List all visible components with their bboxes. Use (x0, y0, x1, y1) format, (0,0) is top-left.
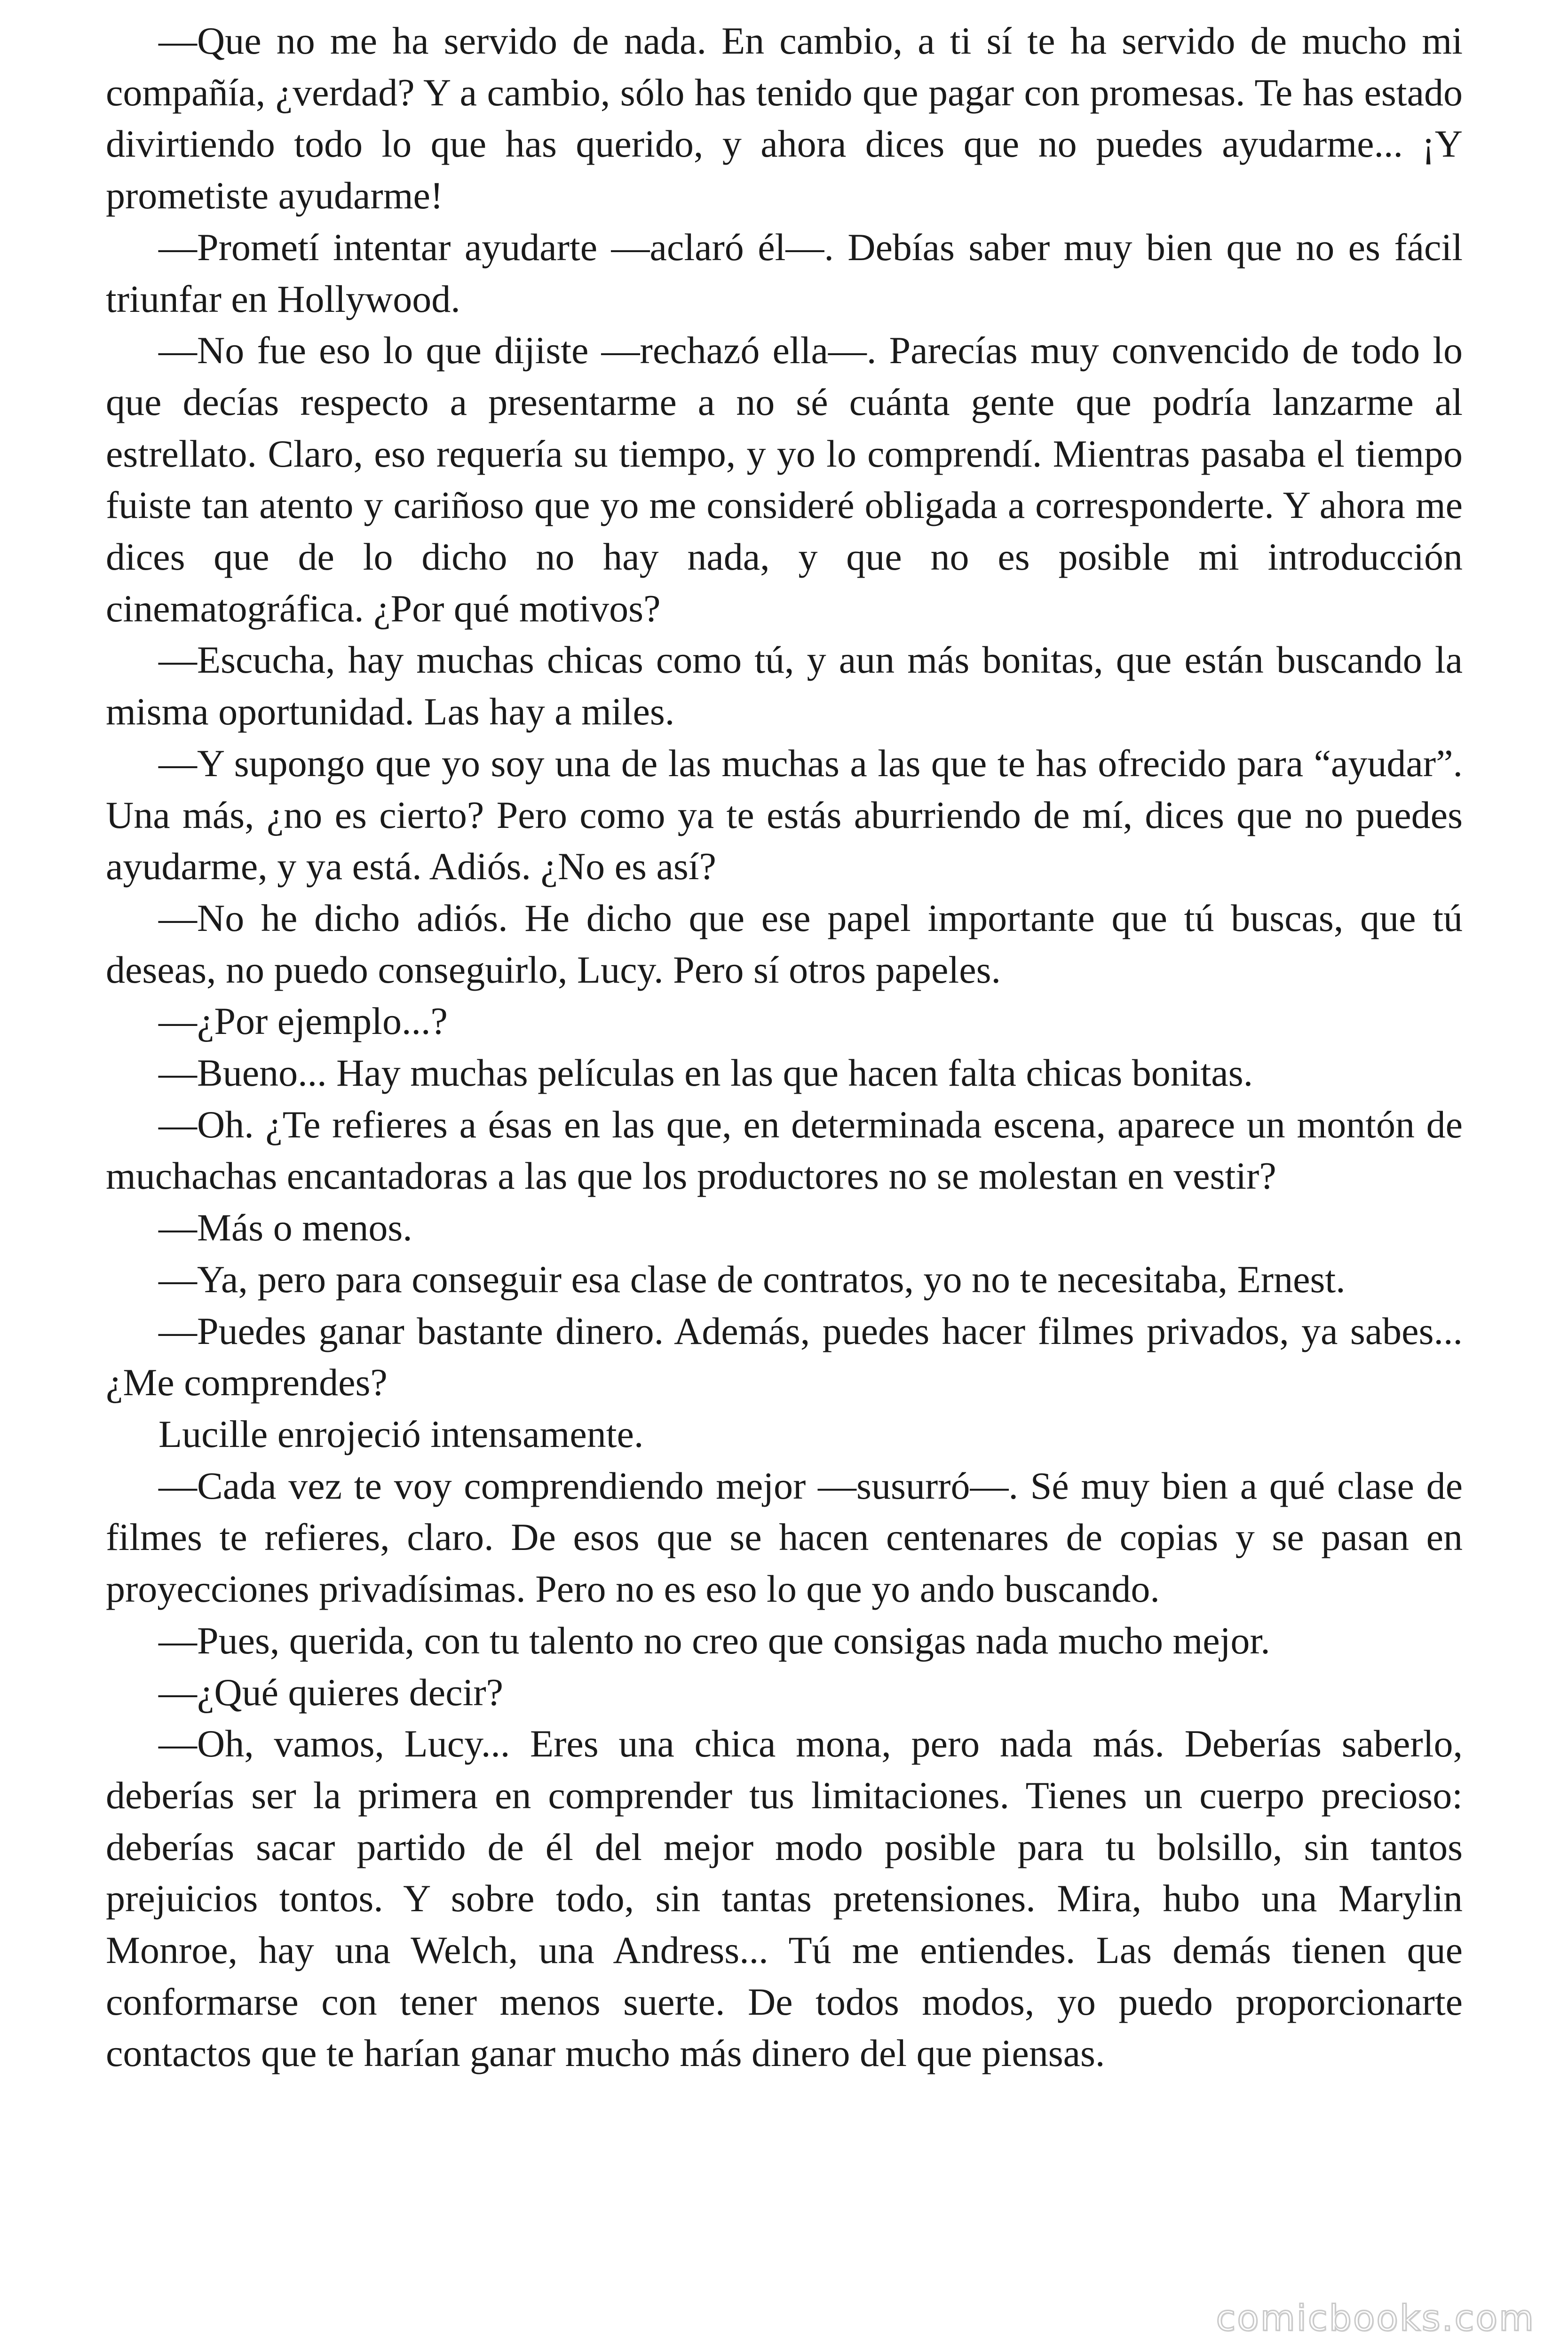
paragraph: —Más o menos. (158, 1206, 412, 1249)
book-page-text (106, 15, 1463, 2079)
paragraph: —Que no me ha servido de nada. En cambio, a ti sí te ha servido de mucho mi compañía, ¿verdad? Y a cambio, sólo has tenido que pagar con promesas. Te has estado divirtiendo todo lo que has querido, y ahora dices que no puedes ayudarme... ¡Y prometiste ayudarme! (106, 19, 1463, 217)
paragraph: —Prometí intentar ayudarte —aclaró él—. Debías saber muy bien que no es fácil triunfar en Hollywood. (106, 225, 1463, 320)
watermark: comicbooks.com (1216, 2297, 1535, 2339)
paragraph: —¿Qué quieres decir? (158, 1670, 504, 1714)
paragraph: —No fue eso lo que dijiste —rechazó ella—. Parecías muy convencido de todo lo que decías respecto a presentarme a no sé cuánta gente que podría lanzarme al estrellato. Claro, eso requería su tiempo, y yo lo comprendí. Mientras pasaba el tiempo fuiste tan atento y cariñoso que yo me consideré obligada a corresponderte. Y ahora me dices que de lo dicho no hay nada, y que no es posible mi introducción cinematográfica. ¿Por qué motivos? (106, 329, 1463, 630)
paragraph: —Pues, querida, con tu talento no creo que consigas nada mucho mejor. (158, 1619, 1270, 1662)
paragraph: Lucille enrojeció intensamente. (158, 1412, 644, 1455)
paragraph: —Ya, pero para conseguir esa clase de contratos, yo no te necesitaba, Ernest. (158, 1257, 1346, 1301)
paragraph: —Y supongo que yo soy una de las muchas a las que te has ofrecido para “ayudar”. Una más, ¿no es cierto? Pero como ya te estás aburriendo de mí, dices que no puedes ayudarme, y ya está. Adiós. ¿No es así? (106, 741, 1463, 888)
paragraph: —Escucha, hay muchas chicas como tú, y aun más bonitas, que están buscando la misma oportunidad. Las hay a miles. (106, 638, 1463, 733)
paragraph: —Puedes ganar bastante dinero. Además, puedes hacer filmes privados, ya sabes... ¿Me comprendes? (106, 1309, 1463, 1404)
paragraph: —No he dicho adiós. He dicho que ese papel importante que tú buscas, que tú deseas, no puedo conseguirlo, Lucy. Pero sí otros papeles. (106, 896, 1463, 991)
paragraph: —Cada vez te voy comprendiendo mejor —susurró—. Sé muy bien a qué clase de filmes te refieres, claro. De esos que se hacen centenares de copias y se pasan en proyecciones privadísimas. Pero no es eso lo que yo ando buscando. (106, 1464, 1463, 1611)
paragraph: —Oh. ¿Te refieres a ésas en las que, en determinada escena, aparece un montón de muchachas encantadoras a las que los productores no se molestan en vestir? (106, 1103, 1463, 1198)
paragraph: —Bueno... Hay muchas películas en las que hacen falta chicas bonitas. (158, 1051, 1253, 1095)
paragraph: —Oh, vamos, Lucy... Eres una chica mona, pero nada más. Deberías saberlo, deberías ser la primera en comprender tus limitaciones. Tienes un cuerpo precioso: deberías sacar partido de él del mejor modo posible para tu bolsillo, sin tantos prejuicios tontos. Y sobre todo, sin tantas pretensiones. Mira, hubo una Marylin Monroe, hay una Welch, una Andress... Tú me entiendes. Las demás tienen que conformarse con tener menos suerte. De todos modos, yo puedo proporcionarte contactos que te harían ganar mucho más dinero del que piensas. (106, 1722, 1463, 2075)
paragraph: —¿Por ejemplo...? (158, 1000, 448, 1043)
